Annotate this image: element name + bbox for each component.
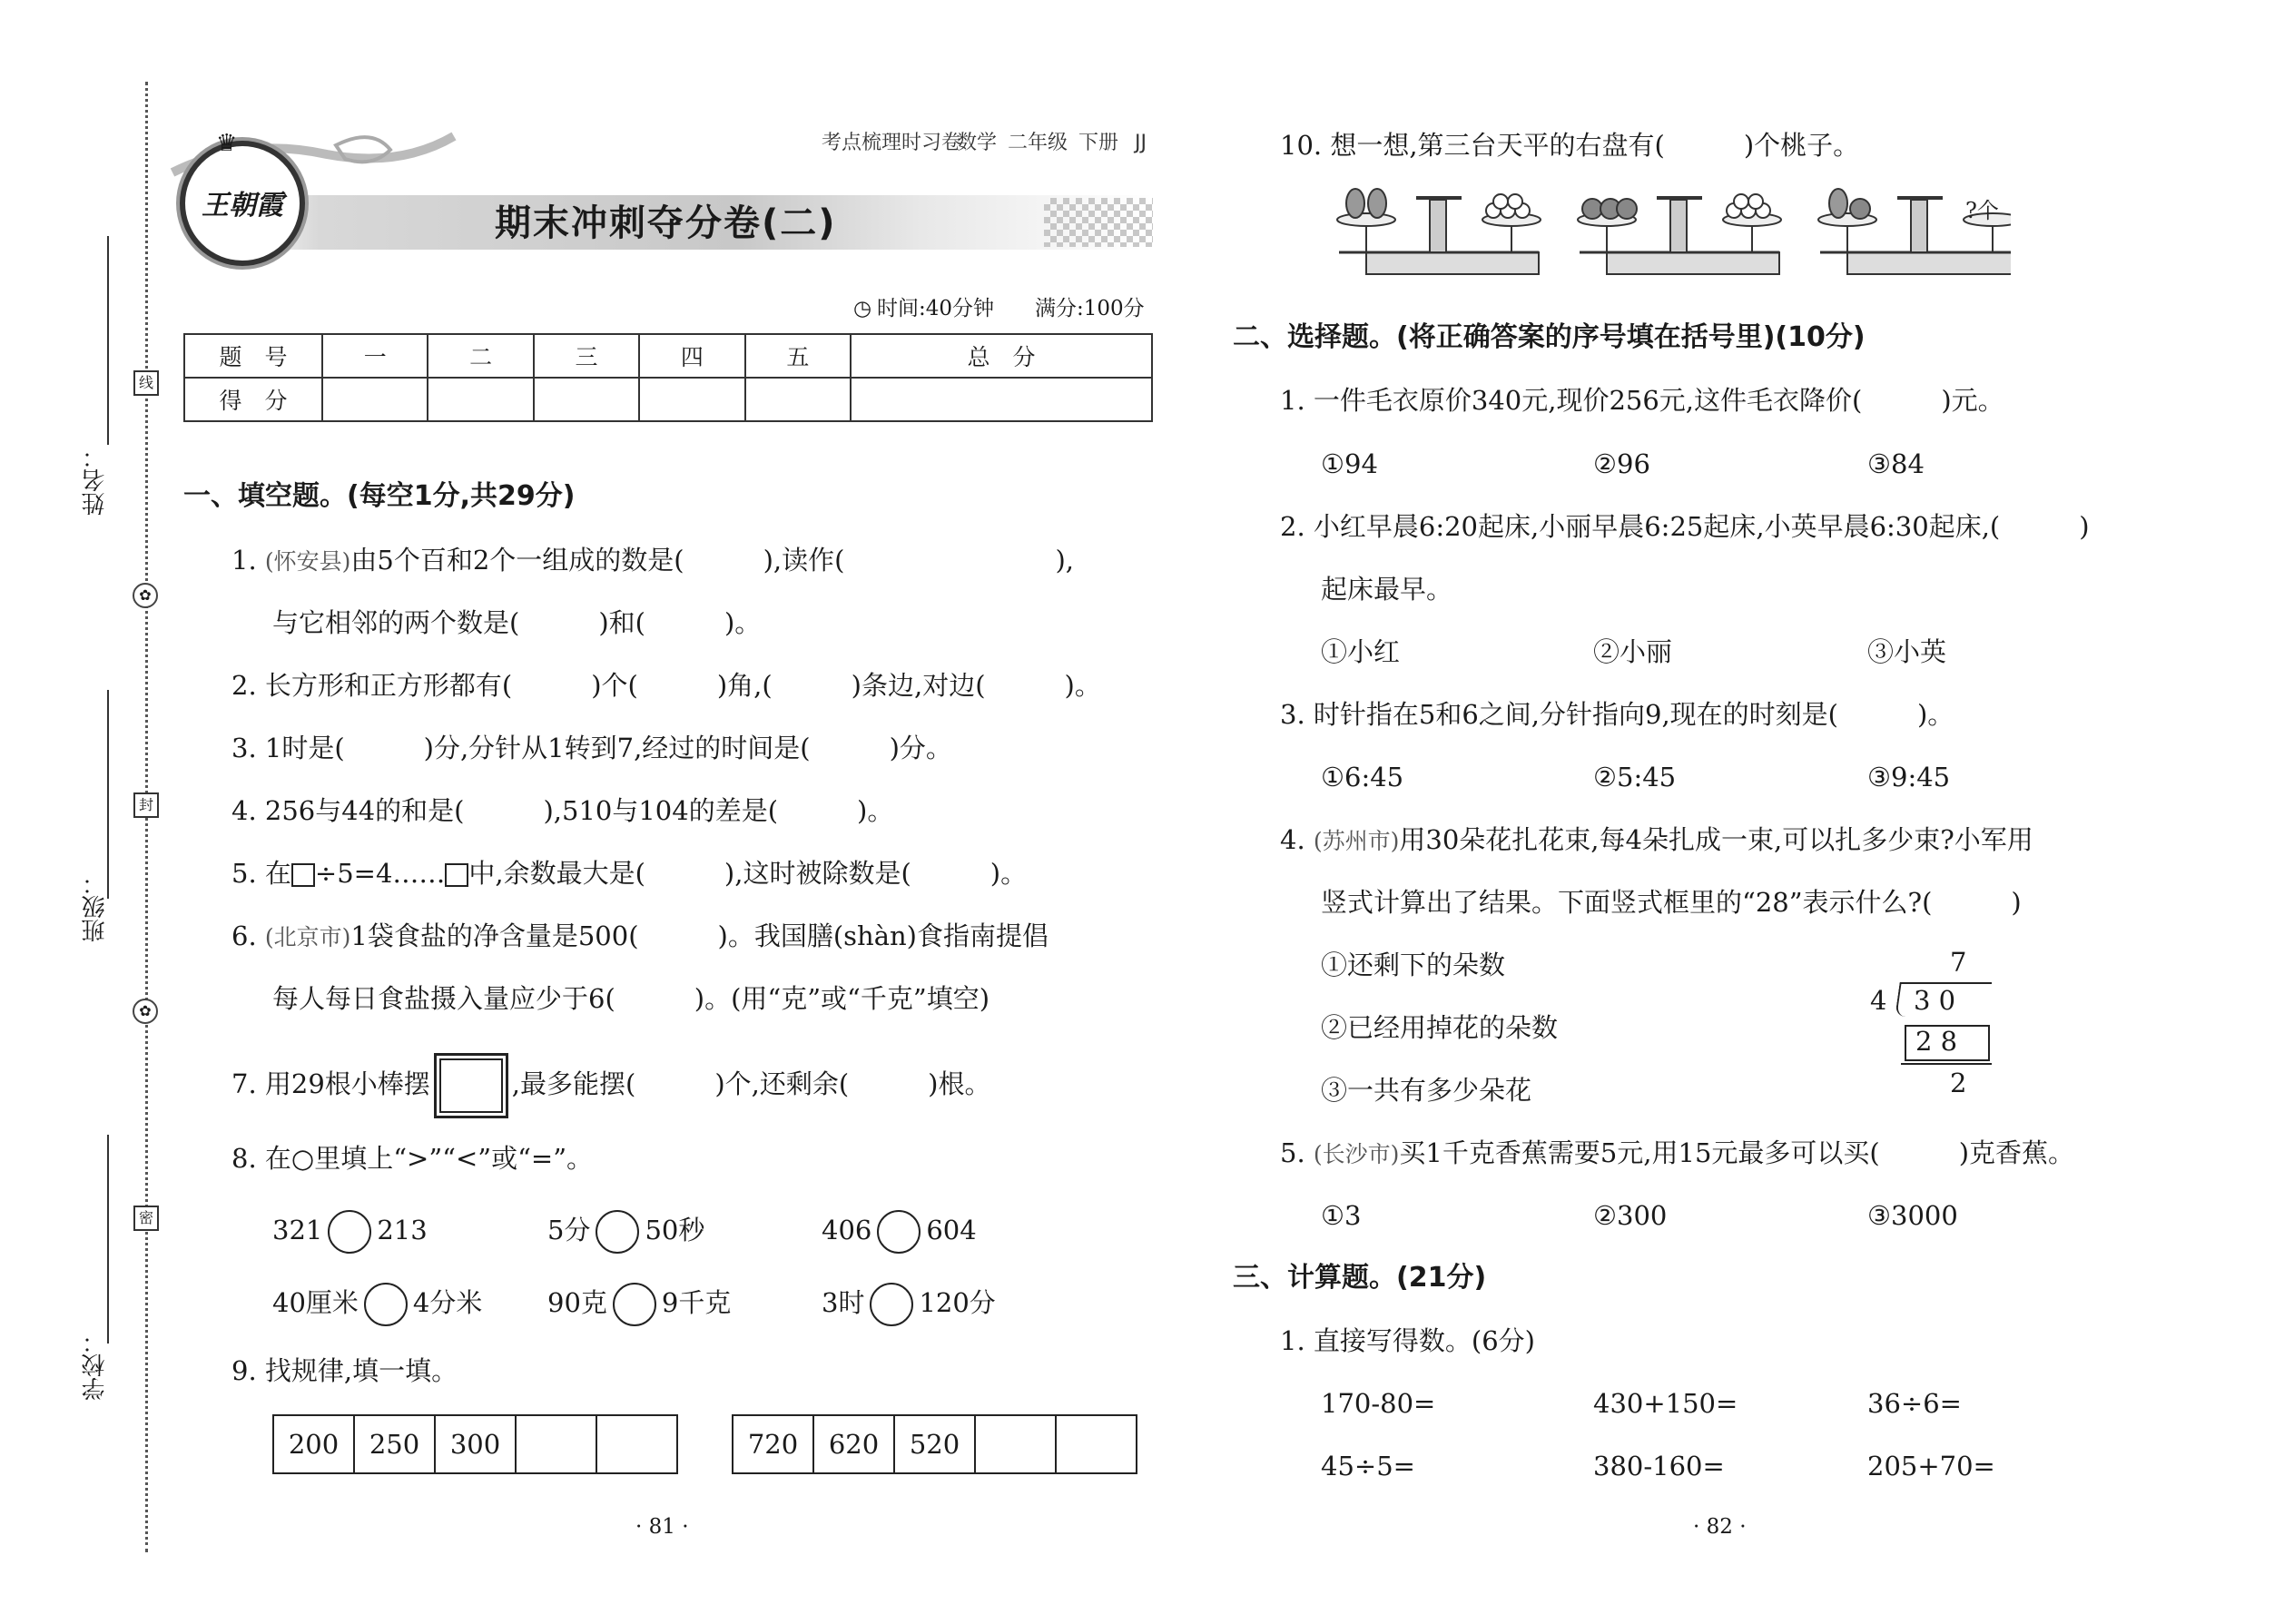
section2-heading: 二、选择题。(将正确答案的序号填在括号里)(10分) [1233,321,1866,353]
sequence-table-1 [272,1414,678,1474]
page-title: 期末冲刺夺分卷(二) [495,202,837,244]
choice-q5-text: 买1千克香蕉需要5元,用15元最多可以买( )克香蕉。 [1399,1137,2075,1168]
compare-right: 9千克 [661,1287,732,1318]
compare-circle[interactable] [613,1283,656,1326]
q1 [231,542,1074,580]
seq-cell: 520 [894,1415,975,1473]
q8: 8. 在○里填上“>”“<”或“=”。 [231,1143,594,1174]
name-line [107,236,109,445]
school-line [107,1135,109,1343]
seq-blank-cell[interactable] [975,1415,1056,1473]
balance-scale-3 [1818,189,2011,274]
blank-square [291,863,315,887]
q1-line2: 与它相邻的两个数是( )和( )。 [272,607,762,638]
div-dividend: 3 0 [1914,985,1956,1016]
dense-mark: 密 [133,1206,159,1231]
q-number: 5. [1280,1137,1305,1168]
choice-q4 [1280,822,2033,860]
seq-cell: 250 [354,1415,435,1473]
score-input-cell[interactable] [851,378,1152,421]
compare-right: 120分 [919,1287,996,1318]
grade: 二年级 [1008,132,1068,154]
unknown-peaches-label: ?个 [1965,198,1999,223]
seq-blank-cell[interactable] [1056,1415,1137,1473]
compare-item [272,1207,428,1254]
score-table-score-row [184,378,1152,421]
checker-pattern [1044,198,1153,247]
volume: 下册 [1078,132,1119,154]
choice-q2-line2: 起床最早。 [1321,574,1453,605]
div-bracket [1895,982,1914,1017]
blank-square [445,863,468,887]
cell: 四 [639,334,744,378]
score-input-cell[interactable] [534,378,639,421]
score-table-header-row [184,334,1152,378]
option[interactable]: ②96 [1593,448,1650,479]
q7-part-a: 7. 用29根小棒摆 [231,1068,430,1099]
option[interactable]: ②已经用掉花的朵数 [1321,1012,1559,1043]
compare-right: 213 [377,1215,428,1245]
q10: 10. 想一想,第三台天平的右盘有( )个桃子。 [1280,130,1860,161]
crown-icon: ♛ [216,130,238,157]
compare-item [547,1280,731,1326]
calc-item: 205+70= [1867,1451,1995,1481]
page-number-left: · 81 · [635,1515,689,1539]
compare-right: 4分米 [412,1287,483,1318]
q5-part-a: 5. 在 [231,858,291,889]
compare-item [547,1207,704,1254]
cell: 题 号 [184,334,322,378]
q5-part-c: 中,余数最大是( ),这时被除数是( )。 [468,858,1028,889]
q5 [231,855,1027,891]
q-number: 1. [231,545,257,576]
region-tag: (长沙市) [1313,1141,1400,1167]
compare-circle[interactable] [596,1210,639,1254]
q6 [231,918,1049,956]
calc-item: 36÷6= [1867,1388,1962,1419]
seq-cell: 300 [435,1415,516,1473]
time-info: 时间:40分钟 [877,297,995,320]
div-divisor: 4 [1870,985,1887,1016]
cell: 五 [745,334,851,378]
q5-part-b: ÷5=4…… [314,858,446,889]
seq-cell: 200 [273,1415,354,1473]
option[interactable]: ①6:45 [1321,762,1404,792]
choice-q1: 1. 一件毛衣原价340元,现价256元,这件毛衣降价( )元。 [1280,385,2004,416]
compare-left: 3时 [822,1287,865,1318]
seq-blank-cell[interactable] [516,1415,596,1473]
series-name: 考点梳理时习卷 [822,132,962,154]
compare-item [822,1207,977,1254]
choice-q4-line2: 竖式计算出了结果。下面竖式框里的“28”表示什么?( ) [1321,887,2022,918]
balance-scale-2 [1578,194,1781,274]
seal-mark: 封 [133,792,159,818]
calc-q1: 1. 直接写得数。(6分) [1280,1325,1535,1356]
seq-cell: 620 [813,1415,894,1473]
score-input-cell[interactable] [322,378,428,421]
q-number: 6. [231,920,257,951]
q7 [231,1051,991,1118]
clock-icon: ◷ [853,297,872,320]
section3-heading: 三、计算题。(21分) [1233,1262,1487,1294]
option[interactable]: ①小红 [1321,636,1401,667]
option[interactable]: ③小英 [1867,636,1947,667]
div-product: 2 8 [1915,1026,1958,1057]
cell: 三 [534,334,639,378]
score-input-cell[interactable] [428,378,533,421]
q6-line2: 每人每日食盐摄入量应少于6( )。(用“克”或“千克”填空) [272,983,990,1014]
choice-q5 [1280,1135,2074,1173]
compare-left: 90克 [547,1287,607,1318]
q3: 3. 1时是( )分,分针从1转到7,经过的时间是( )分。 [231,733,952,763]
option[interactable]: ②5:45 [1593,762,1677,792]
ornament-icon: ✿ [133,999,158,1024]
choice-q4-line1: 用30朵花扎花束,每4朵扎成一束,可以扎多少束?小军用 [1399,824,2033,855]
score-input-cell[interactable] [745,378,851,421]
option[interactable]: ③9:45 [1867,762,1951,792]
seq-cell: 720 [733,1415,813,1473]
compare-circle[interactable] [364,1283,408,1326]
class-line [107,690,109,899]
region-tag: (北京市) [264,924,351,950]
calc-item: 45÷5= [1321,1451,1415,1481]
sequence-table-2 [732,1414,1137,1474]
calc-item: 170-80= [1321,1388,1436,1419]
long-division [1861,944,2006,1107]
choice-q2-line1: 2. 小红早晨6:20起床,小丽早晨6:25起床,小英早晨6:30起床,( ) [1280,511,2090,542]
balance-scale-1 [1337,189,1541,274]
option[interactable]: ①94 [1321,448,1378,479]
compare-right: 604 [926,1215,977,1245]
option[interactable]: ②300 [1593,1200,1668,1231]
compare-circle[interactable] [870,1283,913,1326]
cell: 得 分 [184,378,322,421]
option[interactable]: ①3 [1321,1200,1362,1231]
q4: 4. 256与44的和是( ),510与104的差是( )。 [231,795,894,826]
full-score: 满分:100分 [1035,297,1145,320]
compare-item [272,1280,482,1326]
ornament-icon: ✿ [133,583,158,608]
div-quotient: 7 [1950,947,1967,978]
option[interactable]: ③3000 [1867,1200,1958,1231]
compare-left: 5分 [547,1215,591,1245]
balance-scales-illustration [1330,182,2011,295]
brand-logo [180,130,305,266]
compare-item [822,1280,996,1326]
compare-right: 50秒 [645,1215,705,1245]
option[interactable]: ③84 [1867,448,1925,479]
line-mark: 线 [133,370,159,396]
score-table [183,333,1153,422]
logo-text: 王朝霞 [202,190,283,221]
cell: 二 [428,334,533,378]
score-input-cell[interactable] [639,378,744,421]
region-tag: (苏州市) [1313,828,1400,854]
section1-heading: 一、填空题。(每空1分,共29分) [183,480,576,512]
stick-square-icon [434,1053,508,1118]
choice-q3: 3. 时针指在5和6之间,分针指向9,现在的时刻是( )。 [1280,699,1954,730]
q2: 2. 长方形和正方形都有( )个( )角,( )条边,对边( )。 [231,670,1101,701]
region-tag: (怀安县) [264,548,351,575]
edition: JJ [1135,132,1147,154]
compare-circle[interactable] [877,1210,921,1254]
school-label: 学校： [82,1330,109,1401]
q6-line1: 1袋食盐的净含量是500( )。我国膳(shàn)食指南提倡 [350,920,1049,951]
q9: 9. 找规律,填一填。 [231,1355,458,1386]
div-underline [1901,1063,1992,1065]
compare-left: 406 [822,1215,872,1245]
seq-blank-cell[interactable] [596,1415,677,1473]
compare-left: 321 [272,1215,323,1245]
q7-part-b: ,最多能摆( )个,还剩余( )根。 [511,1068,991,1099]
div-remainder: 2 [1950,1068,1967,1098]
option[interactable]: ③一共有多少朵花 [1321,1075,1532,1106]
cell: 总 分 [851,334,1152,378]
option[interactable]: ②小丽 [1593,636,1673,667]
page-number-right: · 82 · [1693,1515,1747,1539]
subject: 数学 [957,132,998,154]
calc-item: 380-160= [1593,1451,1725,1481]
name-label: 姓名： [82,445,109,516]
q1-line1: 由5个百和2个一组成的数是( ),读作( ), [350,545,1075,576]
compare-circle[interactable] [328,1210,371,1254]
calc-item: 430+150= [1593,1388,1738,1419]
option[interactable]: ①还剩下的朵数 [1321,950,1506,980]
compare-left: 40厘米 [272,1287,359,1318]
q-number: 4. [1280,824,1305,855]
class-label: 班级： [82,871,109,942]
cell: 一 [322,334,428,378]
